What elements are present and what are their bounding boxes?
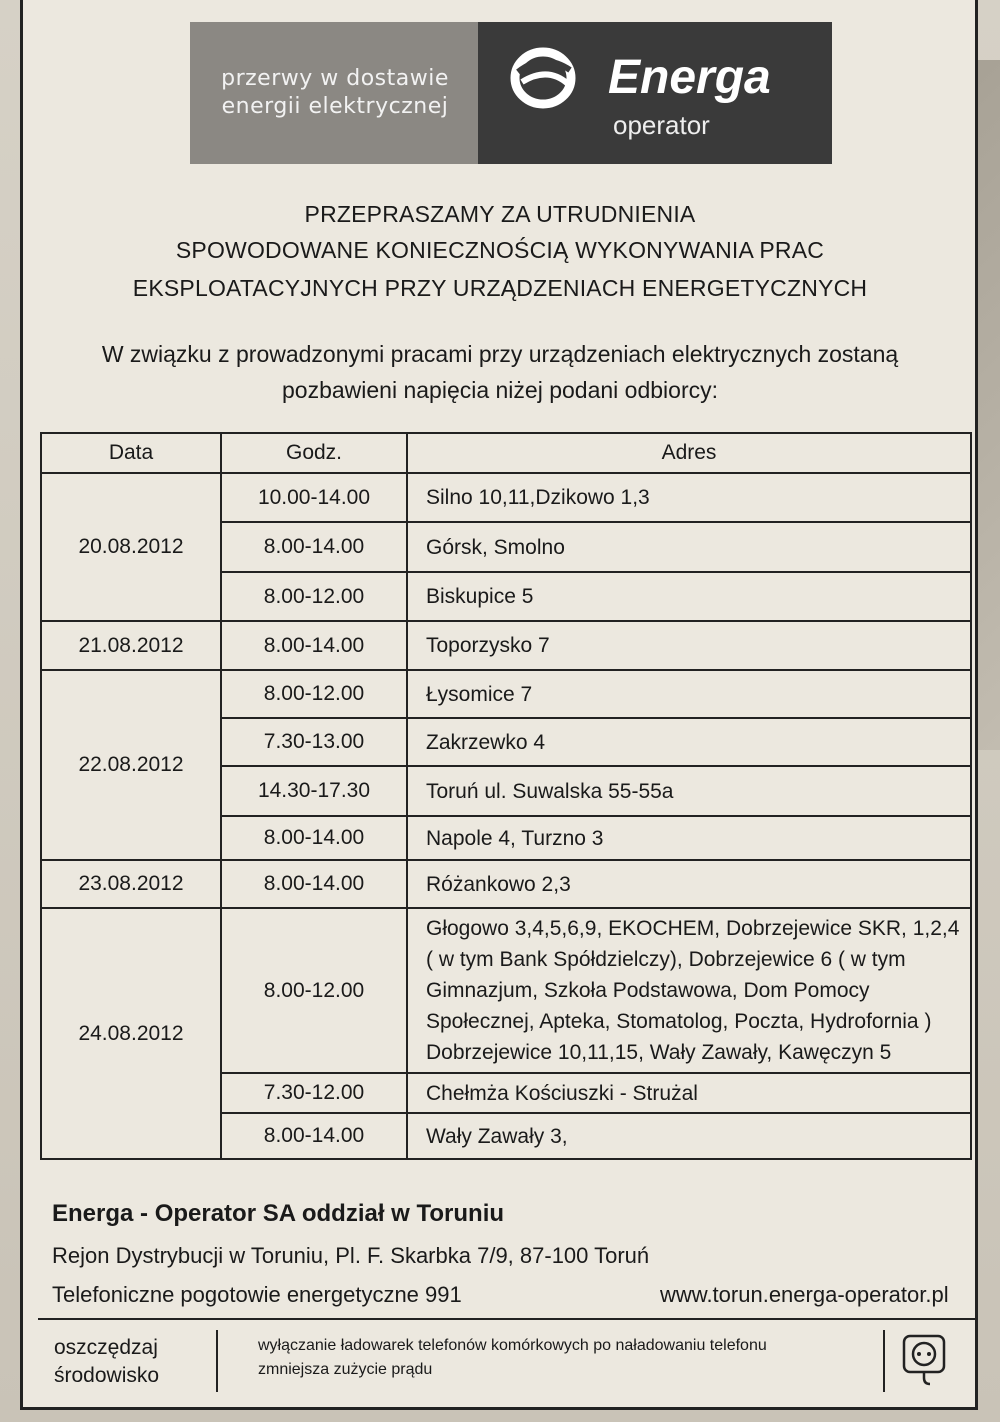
address-cell: Górsk, Smolno (407, 522, 971, 572)
eco-slogan-line2: środowisko (54, 1364, 160, 1387)
address-cell: Wały Zawały 3, (407, 1113, 971, 1159)
banner-tagline (190, 22, 480, 164)
date-cell: 20.08.2012 (41, 473, 221, 621)
address-cell: Toruń ul. Suwalska 55-55a (407, 766, 971, 816)
intro-line1: W związku z prowadzonymi pracami przy urządzeniach elektrycznych zostaną (101, 341, 899, 367)
date-cell: 24.08.2012 (41, 908, 221, 1159)
headline-line1: PRZEPRASZAMY ZA UTRUDNIENIA (304, 201, 696, 227)
time-cell: 7.30-13.00 (221, 718, 407, 766)
outage-schedule-table (40, 432, 972, 1160)
headline-line3: EKSPLOATACYJNYCH PRZY URZĄDZENIACH ENERGETYCZNYCH (132, 275, 868, 301)
address-cell: Różankowo 2,3 (407, 860, 971, 908)
address-cell: Chełmża Kościuszki - Strużal (407, 1073, 971, 1113)
date-cell: 22.08.2012 (41, 670, 221, 860)
time-cell: 8.00-14.00 (221, 860, 407, 908)
time-cell: 14.30-17.30 (221, 766, 407, 816)
brand-banner (478, 22, 832, 164)
eco-tip-line1: wyłączanie ładowarek telefonów komórkowych po naładowaniu telefonu (258, 1337, 767, 1354)
date-cell: 21.08.2012 (41, 621, 221, 670)
time-cell: 8.00-14.00 (221, 522, 407, 572)
address-cell: Łysomice 7 (407, 670, 971, 718)
time-cell: 8.00-14.00 (221, 621, 407, 670)
company-name: Energa - Operator SA oddział w Toruniu (52, 1200, 505, 1227)
plug-icon (900, 1334, 948, 1386)
brand-subtitle: operator (613, 110, 710, 140)
header-date: Data (41, 433, 221, 473)
table-row (41, 860, 971, 908)
date-cell: 23.08.2012 (41, 860, 221, 908)
website-link[interactable]: www.torun.energa-operator.pl (660, 1282, 949, 1307)
eco-slogan (54, 1334, 159, 1390)
address-cell: Silno 10,11,Dzikowo 1,3 (407, 473, 971, 522)
emergency-phone: Telefoniczne pogotowie energetyczne 991 (52, 1282, 462, 1307)
headline-line2: SPOWODOWANE KONIECZNOŚCIĄ WYKONYWANIA PRAC (175, 237, 825, 263)
brand-name: Energa (608, 51, 771, 104)
banner-tagline-line1: przerwy w dostawie (221, 66, 449, 91)
header-address: Adres (407, 433, 971, 473)
table-row (41, 908, 971, 1073)
table-row (41, 621, 971, 670)
time-cell: 8.00-14.00 (221, 816, 407, 860)
table-row (41, 670, 971, 718)
intro-line2: pozbawieni napięcia niżej podani odbiorcy: (281, 377, 718, 403)
eco-tip-line2: zmniejsza zużycie prądu (258, 1361, 433, 1378)
header-time: Godz. (221, 433, 407, 473)
divider (883, 1330, 885, 1392)
address-cell: Napole 4, Turzno 3 (407, 816, 971, 860)
eco-slogan-line1: oszczędzaj (54, 1336, 158, 1359)
time-cell: 8.00-12.00 (221, 908, 407, 1073)
energa-logo-icon (508, 42, 578, 112)
banner-tagline-line2: energii elektrycznej (221, 94, 449, 119)
address-cell: Biskupice 5 (407, 572, 971, 621)
table-header-row (41, 433, 971, 473)
time-cell: 10.00-14.00 (221, 473, 407, 522)
divider (216, 1330, 218, 1392)
address-cell: Głogowo 3,4,5,6,9, EKOCHEM, Dobrzejewice SKR, 1,2,4 ( w tym Bank Spółdzielczy), Dobrzejewice 6 ( w tym Gimnazjum, Szkoła Podstawowa, Dom Pomocy Społecznej, Apteka, Stomatolog, Poczta, Hydrofornia ) Dobrzejewice 10,11,15, Wały Zawały, Kawęczyn 5 (407, 908, 971, 1073)
time-cell: 8.00-14.00 (221, 1113, 407, 1159)
address-cell: Zakrzewko 4 (407, 718, 971, 766)
time-cell: 8.00-12.00 (221, 572, 407, 621)
time-cell: 8.00-12.00 (221, 670, 407, 718)
eco-tip (258, 1334, 767, 1382)
address-cell: Toporzysko 7 (407, 621, 971, 670)
eco-tip-box (38, 1318, 978, 1400)
time-cell: 7.30-12.00 (221, 1073, 407, 1113)
table-row (41, 473, 971, 522)
company-address: Rejon Dystrybucji w Toruniu, Pl. F. Skarbka 7/9, 87-100 Toruń (52, 1243, 650, 1268)
